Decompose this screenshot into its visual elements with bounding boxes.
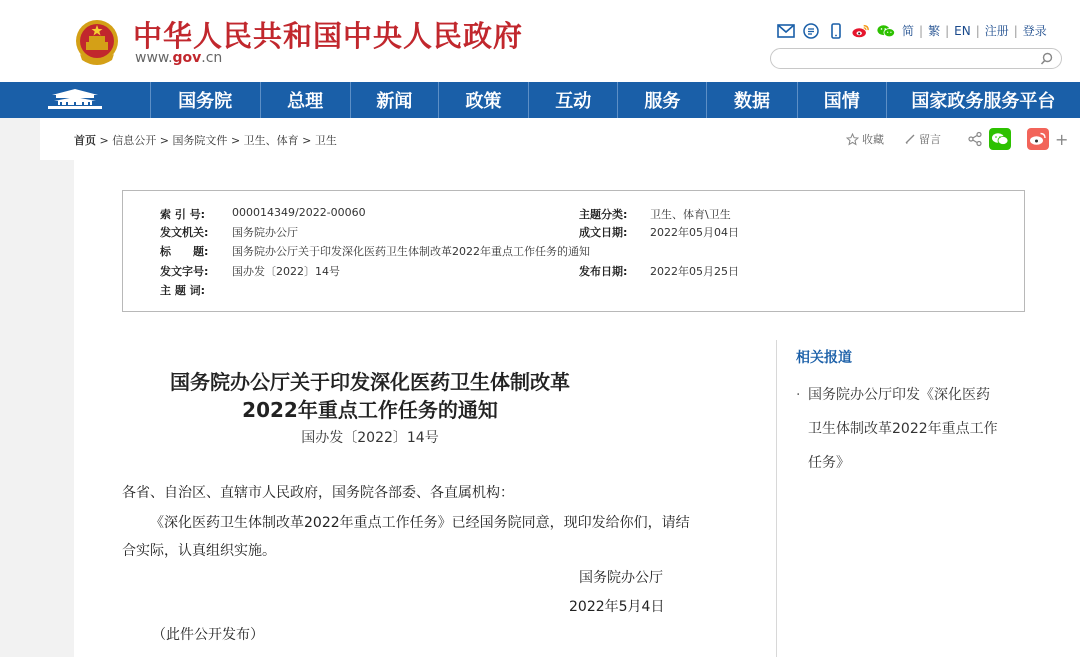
- separator: |: [945, 23, 950, 38]
- publish-date-value: 2022年05月25日: [650, 265, 739, 278]
- breadcrumb-home[interactable]: 首页: [74, 134, 96, 147]
- main-nav: [0, 82, 1080, 118]
- topic-value: 卫生、体育\卫生: [650, 208, 731, 221]
- document-title-line2: 2022年重点工作任务的通知: [242, 398, 498, 422]
- doc-number-value: 国办发〔2022〕14号: [232, 265, 340, 278]
- share-icon[interactable]: [967, 131, 983, 147]
- publication-note: （此件公开发布）: [152, 627, 264, 643]
- related-report-link[interactable]: [796, 378, 998, 480]
- breadcrumb-separator: >: [230, 134, 244, 147]
- breadcrumb: [74, 132, 337, 148]
- date-made-value: 2022年05月04日: [650, 226, 739, 239]
- breadcrumb-health-sports[interactable]: 卫生、体育: [243, 134, 299, 147]
- weibo-icon[interactable]: [852, 22, 870, 40]
- signature-date: 2022年5月4日: [569, 599, 665, 615]
- nav-item-national-info[interactable]: 国情: [798, 82, 887, 118]
- favorite-button[interactable]: [846, 131, 884, 147]
- index-value: 000014349/2022-00060: [232, 206, 366, 219]
- nav-item-news[interactable]: 新闻: [351, 82, 439, 118]
- link-register[interactable]: 注册: [984, 24, 1009, 38]
- search-icon[interactable]: [1040, 52, 1054, 66]
- rss-icon[interactable]: [802, 22, 820, 40]
- topic-label: 主题分类:: [579, 208, 628, 221]
- breadcrumb-separator: >: [302, 134, 315, 147]
- document-number: 国办发〔2022〕14号: [301, 430, 439, 446]
- breadcrumb-info-disclosure[interactable]: 信息公开: [112, 134, 157, 147]
- separator: |: [975, 23, 980, 38]
- wechat-icon[interactable]: [877, 22, 895, 40]
- breadcrumb-bar: [40, 118, 1080, 160]
- nav-item-interaction[interactable]: 互动: [529, 82, 618, 118]
- keywords-label: 主 题 词:: [160, 284, 206, 297]
- page-actions: [846, 128, 1068, 150]
- tiananmen-icon: [46, 87, 104, 113]
- breadcrumb-state-council-docs[interactable]: 国务院文件: [172, 134, 228, 147]
- nav-item-gov-services[interactable]: 国家政务服务平台: [911, 91, 1056, 112]
- related-line3: 任务》: [808, 455, 850, 471]
- site-header: [0, 0, 1080, 82]
- nav-home[interactable]: [0, 82, 151, 118]
- related-reports-heading: 相关报道: [796, 350, 852, 366]
- star-icon: [846, 133, 859, 146]
- breadcrumb-separator: >: [99, 134, 113, 147]
- doc-number-label: 发文字号:: [160, 265, 209, 278]
- separator: |: [1013, 23, 1018, 38]
- comment-label: 留言: [919, 133, 941, 146]
- more-share-button[interactable]: +: [1055, 129, 1069, 149]
- mail-icon[interactable]: [777, 22, 795, 40]
- separator: |: [919, 23, 924, 38]
- domain-suffix: .cn: [201, 50, 223, 66]
- issuer-label: 发文机关:: [160, 226, 209, 239]
- body-paragraph-line2: 合实际，认真组织实施。: [122, 543, 276, 559]
- signature: 国务院办公厅: [579, 570, 663, 586]
- share-weibo-icon[interactable]: [1027, 128, 1049, 150]
- related-line1: 国务院办公厅印发《深化医药: [808, 387, 990, 403]
- share-wechat-icon[interactable]: [989, 128, 1011, 150]
- date-made-label: 成文日期:: [579, 226, 628, 239]
- national-emblem-icon[interactable]: [74, 18, 120, 68]
- link-traditional[interactable]: 繁: [928, 24, 941, 38]
- column-divider: [776, 340, 777, 657]
- nav-item-premier[interactable]: 总理: [261, 82, 351, 118]
- link-simplified[interactable]: 简: [902, 24, 915, 38]
- nav-item-data[interactable]: 数据: [707, 82, 797, 118]
- document-metadata-box: [122, 190, 1025, 312]
- breadcrumb-health[interactable]: 卫生: [314, 134, 337, 147]
- index-label: 索 引 号:: [160, 208, 206, 221]
- mobile-icon[interactable]: [827, 22, 845, 40]
- publish-date-label: 发布日期:: [579, 265, 628, 278]
- domain-prefix: www.: [135, 50, 173, 66]
- site-title[interactable]: 中华人民共和国中央人民政府: [133, 19, 524, 53]
- search-input[interactable]: [770, 48, 1062, 69]
- link-english[interactable]: EN: [954, 23, 971, 38]
- top-links: [902, 22, 1047, 39]
- salutation: 各省、自治区、直辖市人民政府，国务院各部委、各直属机构：: [122, 485, 514, 501]
- nav-item-services[interactable]: 服务: [618, 82, 707, 118]
- link-login[interactable]: 登录: [1022, 24, 1047, 38]
- comment-button[interactable]: [904, 131, 941, 147]
- document-title: [120, 368, 620, 424]
- nav-item-policy[interactable]: 政策: [439, 82, 529, 118]
- favorite-label: 收藏: [862, 133, 884, 146]
- domain-gov: gov: [172, 50, 202, 66]
- document-title-line1: 国务院办公厅关于印发深化医药卫生体制改革: [170, 370, 570, 394]
- pen-icon: [904, 133, 916, 145]
- nav-item-state-council[interactable]: 国务院: [151, 82, 261, 118]
- site-domain: [135, 50, 222, 66]
- title-label: 标 题:: [160, 245, 209, 258]
- title-value: 国务院办公厅关于印发深化医药卫生体制改革2022年重点工作任务的通知: [232, 245, 590, 258]
- top-icons: [777, 20, 895, 42]
- bullet: ·: [796, 387, 801, 403]
- issuer-value: 国务院办公厅: [232, 226, 298, 239]
- related-line2: 卫生体制改革2022年重点工作: [808, 421, 998, 437]
- breadcrumb-separator: >: [159, 134, 173, 147]
- body-paragraph-line1: 《深化医药卫生体制改革2022年重点工作任务》已经国务院同意，现印发给你们，请结: [150, 515, 690, 531]
